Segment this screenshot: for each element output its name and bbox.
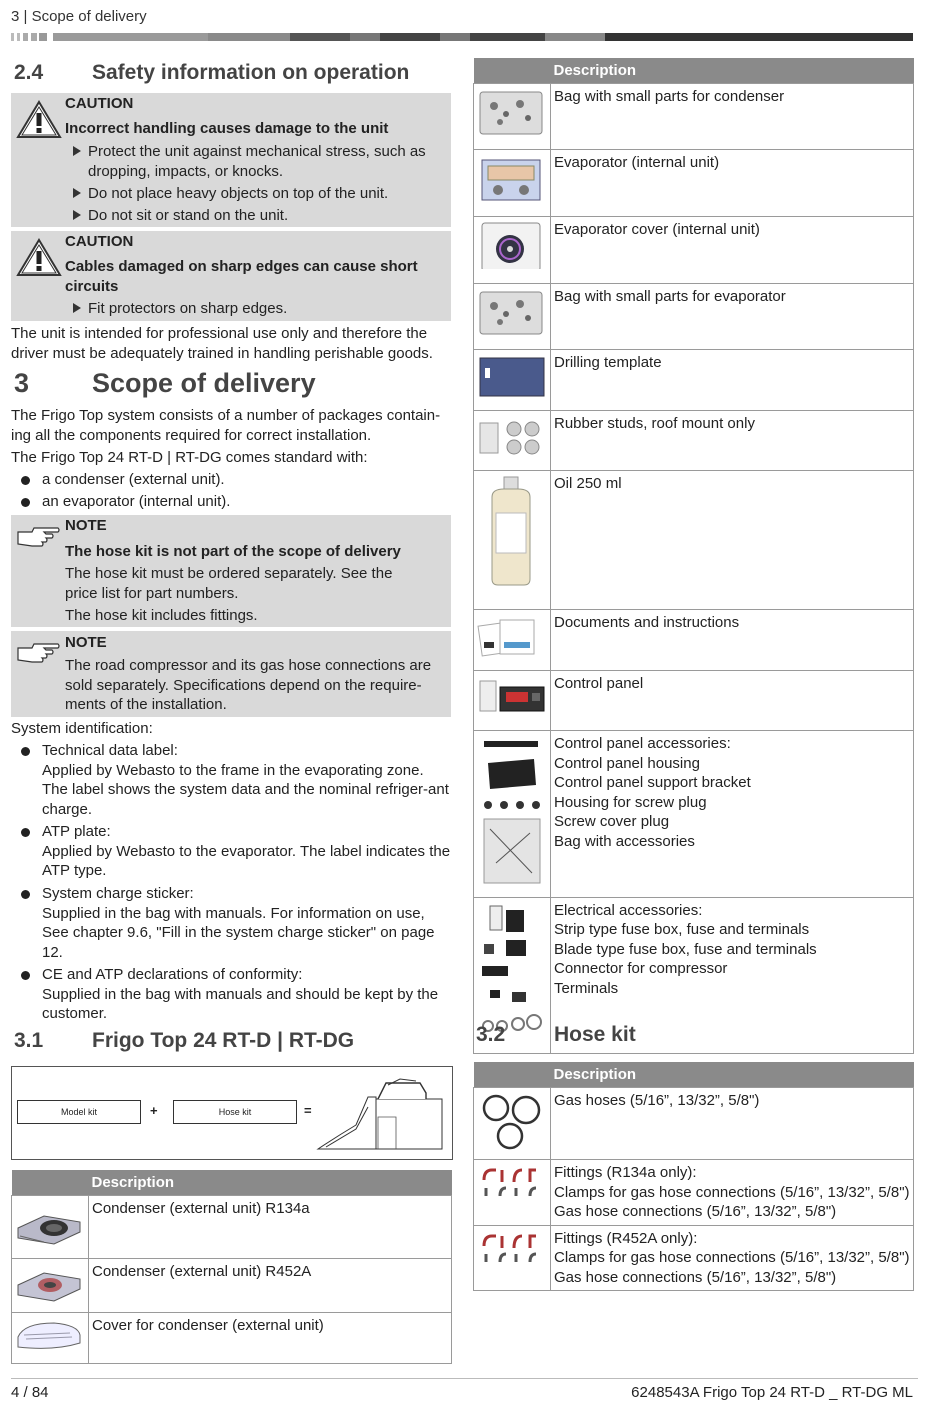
scope-paragraph-1: The Frigo Top system consists of a number of packages contain-ing all the components required for correct installation. [11, 407, 441, 444]
scope-paragraph-2: The Frigo Top 24 RT-D | RT-DG comes standard with: [11, 449, 368, 466]
description-line: Connector for compressor [554, 960, 728, 977]
hose-kit-table [473, 1062, 914, 1291]
chapter-title: Scope of delivery [92, 368, 316, 398]
system-id-item: ATP plate: Applied by Webasto to the evaporator. The label indicates the ATP type. [11, 822, 451, 881]
description-line: Bag with small parts for evaporator [554, 288, 786, 305]
description-line: Gas hose connections (5/16”, 13/32”, 5/8") [554, 1268, 837, 1286]
description-line: Documents and instructions [554, 614, 740, 631]
description-line: Blade type fuse box, fuse and terminals [554, 940, 817, 958]
section-number: 3.2 [476, 1023, 506, 1046]
description-line: Bag with small parts for condenser [554, 88, 785, 105]
description-line: Gas hoses (5/16”, 13/32”, 5/8") [554, 1092, 760, 1109]
table-row [474, 610, 914, 671]
row-description [551, 84, 914, 150]
row-description [551, 731, 914, 898]
description-line: Fittings (R452A only): [554, 1229, 698, 1247]
row-description [551, 410, 914, 471]
row-description [551, 670, 914, 731]
row-description: Condenser (external unit) R134a [89, 1196, 452, 1259]
bullet-dot-icon [21, 828, 30, 837]
note-label: NOTE [65, 634, 107, 651]
condenser-table [11, 1170, 452, 1364]
system-id-item: Technical data label: Applied by Webasto to the frame in the evaporating zone. The label shows the system data and the nominal refriger-ant charge. [11, 741, 451, 819]
row-description [551, 1160, 914, 1226]
section-2-4-heading [14, 61, 409, 85]
bullet-dot-icon [21, 747, 30, 756]
description-line: Control panel housing [554, 754, 700, 772]
electrical-accessories-icon [476, 900, 546, 1040]
bullet-item: a condenser (external unit). [11, 470, 451, 490]
chapter-number: 3 [14, 368, 30, 398]
documents-icon [476, 612, 546, 662]
note-label: NOTE [65, 517, 107, 534]
intended-use-paragraph: The unit is intended for professional use only and therefore the driver must be adequately trained in handling perishable goods. [11, 325, 433, 362]
description-line: Terminals [554, 979, 619, 997]
caution-box-1 [11, 93, 451, 227]
section-3-2-heading [476, 1023, 636, 1047]
description-line: Housing for screw plug [554, 793, 707, 811]
row-description [551, 284, 914, 350]
control-panel-icon [476, 673, 546, 723]
table-row [474, 150, 914, 217]
arrow-bullet-icon [73, 303, 81, 313]
row-description [551, 217, 914, 284]
description-line: Strip type fuse box, fuse and terminals [554, 921, 810, 938]
parts-bag-icon [476, 86, 546, 136]
note-text: The hose kit must be ordered separately. See the price list for part numbers. [65, 565, 393, 602]
description-line: Control panel accessories: [554, 735, 731, 752]
row-description [551, 1225, 914, 1291]
table-header: Description [551, 1062, 914, 1088]
instruction-item: Do not sit or stand on the unit. [73, 206, 445, 226]
arrow-bullet-icon [73, 146, 81, 156]
rubber-studs-icon [476, 413, 546, 463]
description-line: Drilling template [554, 354, 662, 371]
description-line: Clamps for gas hose connections (5/16”, 13/32”, 5/8") [554, 1249, 910, 1266]
description-line: Clamps for gas hose connections (5/16”, 13/32”, 5/8") [554, 1183, 910, 1201]
note-text: The road compressor and its gas hose connections are sold separately. Specifications depend on the require-ments of the installation. [65, 657, 432, 713]
system-id-item: System charge sticker: Supplied in the bag with manuals. For information on use, See chapter 9.6, "Fill in the system charge sticker" on page 12. [11, 884, 451, 962]
bullet-item: an evaporator (internal unit). [11, 492, 451, 512]
oil-bottle-icon [476, 473, 546, 591]
system-identification-label: System identification: [11, 720, 153, 737]
model-kit-box: Model kit [17, 1100, 141, 1124]
kit-diagram [11, 1066, 453, 1160]
table-row [474, 670, 914, 731]
table-row [474, 1088, 914, 1160]
description-line: Evaporator cover (internal unit) [554, 221, 760, 238]
warning-triangle-icon [16, 237, 62, 277]
fittings-icon [476, 1162, 546, 1212]
document-id: 6248543A Frigo Top 24 RT-D _ RT-DG ML [631, 1384, 913, 1401]
description-line: Control panel [554, 674, 644, 692]
arrow-bullet-icon [73, 188, 81, 198]
gas-hoses-icon [476, 1090, 546, 1150]
condenser-unit-icon [14, 1198, 84, 1250]
description-line: Oil 250 ml [554, 475, 622, 492]
fittings-icon [476, 1228, 546, 1278]
table-row [474, 1225, 914, 1291]
equals-sign: = [304, 1103, 312, 1118]
table-row [474, 1160, 914, 1226]
row-description: Cover for condenser (external unit) [89, 1313, 452, 1364]
table-row [474, 84, 914, 150]
caution-heading: Cables damaged on sharp edges can cause short circuits [65, 258, 418, 295]
page-number: 4 / 84 [11, 1384, 49, 1401]
row-description [551, 610, 914, 671]
instruction-item: Do not place heavy objects on top of the unit. [73, 184, 445, 204]
note-text: The hose kit includes fittings. [65, 607, 258, 624]
hose-kit-box: Hose kit [173, 1100, 297, 1124]
description-line: Bag with accessories [554, 832, 695, 850]
pointing-hand-icon [16, 520, 62, 550]
bullet-dot-icon [21, 476, 30, 485]
parts-bag-icon [476, 286, 546, 336]
table-row [474, 217, 914, 284]
row-description [551, 350, 914, 411]
control-panel-accessories-icon [476, 733, 546, 889]
warning-triangle-icon [16, 99, 62, 139]
instruction-item: Protect the unit against mechanical stress, such as dropping, impacts, or knocks. [73, 142, 445, 181]
plus-sign: + [150, 1103, 158, 1118]
note-box-1 [11, 515, 451, 627]
caution-label: CAUTION [65, 233, 134, 250]
section-3-1-heading [14, 1029, 354, 1053]
condenser-cover-icon [14, 1315, 84, 1355]
table-row [474, 410, 914, 471]
row-description [551, 150, 914, 217]
table-row [474, 731, 914, 898]
note-box-2 [11, 631, 451, 717]
drilling-template-icon [476, 352, 546, 402]
table-row [474, 350, 914, 411]
section-number: 3.1 [14, 1029, 44, 1052]
table-row [12, 1258, 452, 1313]
table-header: Description [89, 1170, 452, 1196]
description-line: Evaporator (internal unit) [554, 154, 720, 171]
evaporator-icon [476, 152, 546, 202]
chapter-3-heading [14, 368, 316, 399]
bullet-dot-icon [21, 498, 30, 507]
description-line: Control panel support bracket [554, 774, 751, 791]
row-description [551, 1088, 914, 1160]
table-row [474, 284, 914, 350]
description-line: Rubber studs, roof mount only [554, 414, 755, 432]
description-line: Screw cover plug [554, 813, 670, 830]
row-description: Condenser (external unit) R452A [89, 1258, 452, 1313]
section-number: 2.4 [14, 61, 44, 84]
bullet-dot-icon [21, 890, 30, 899]
header-decorative-bar [11, 33, 913, 41]
row-description [551, 471, 914, 610]
table-row [474, 471, 914, 610]
components-table [473, 58, 914, 1054]
evaporator-cover-icon [476, 219, 546, 269]
footer-rule [11, 1378, 918, 1379]
description-line: Gas hose connections (5/16”, 13/32”, 5/8") [554, 1203, 837, 1220]
caution-label: CAUTION [65, 95, 134, 112]
bullet-dot-icon [21, 971, 30, 980]
table-row [12, 1313, 452, 1364]
running-header: 3 | Scope of delivery [11, 8, 147, 25]
table-row [12, 1196, 452, 1259]
note-heading: The hose kit is not part of the scope of delivery [65, 543, 401, 560]
arrow-bullet-icon [73, 210, 81, 220]
description-line: Electrical accessories: [554, 901, 703, 919]
section-title: Safety information on operation [92, 61, 410, 84]
condenser-unit-icon [14, 1261, 84, 1305]
caution-heading: Incorrect handling causes damage to the unit [65, 120, 389, 137]
section-title: Hose kit [554, 1023, 636, 1046]
section-title: Frigo Top 24 RT-D | RT-DG [92, 1029, 355, 1052]
description-line: Fittings (R134a only): [554, 1164, 697, 1181]
caution-box-2 [11, 231, 451, 321]
instruction-item: Fit protectors on sharp edges. [73, 299, 445, 319]
system-id-item: CE and ATP declarations of conformity: Supplied in the bag with manuals and should be kept by the customer. [11, 965, 451, 1024]
table-header: Description [551, 58, 914, 84]
truck-illustration-icon [316, 1077, 446, 1157]
pointing-hand-icon [16, 636, 62, 666]
